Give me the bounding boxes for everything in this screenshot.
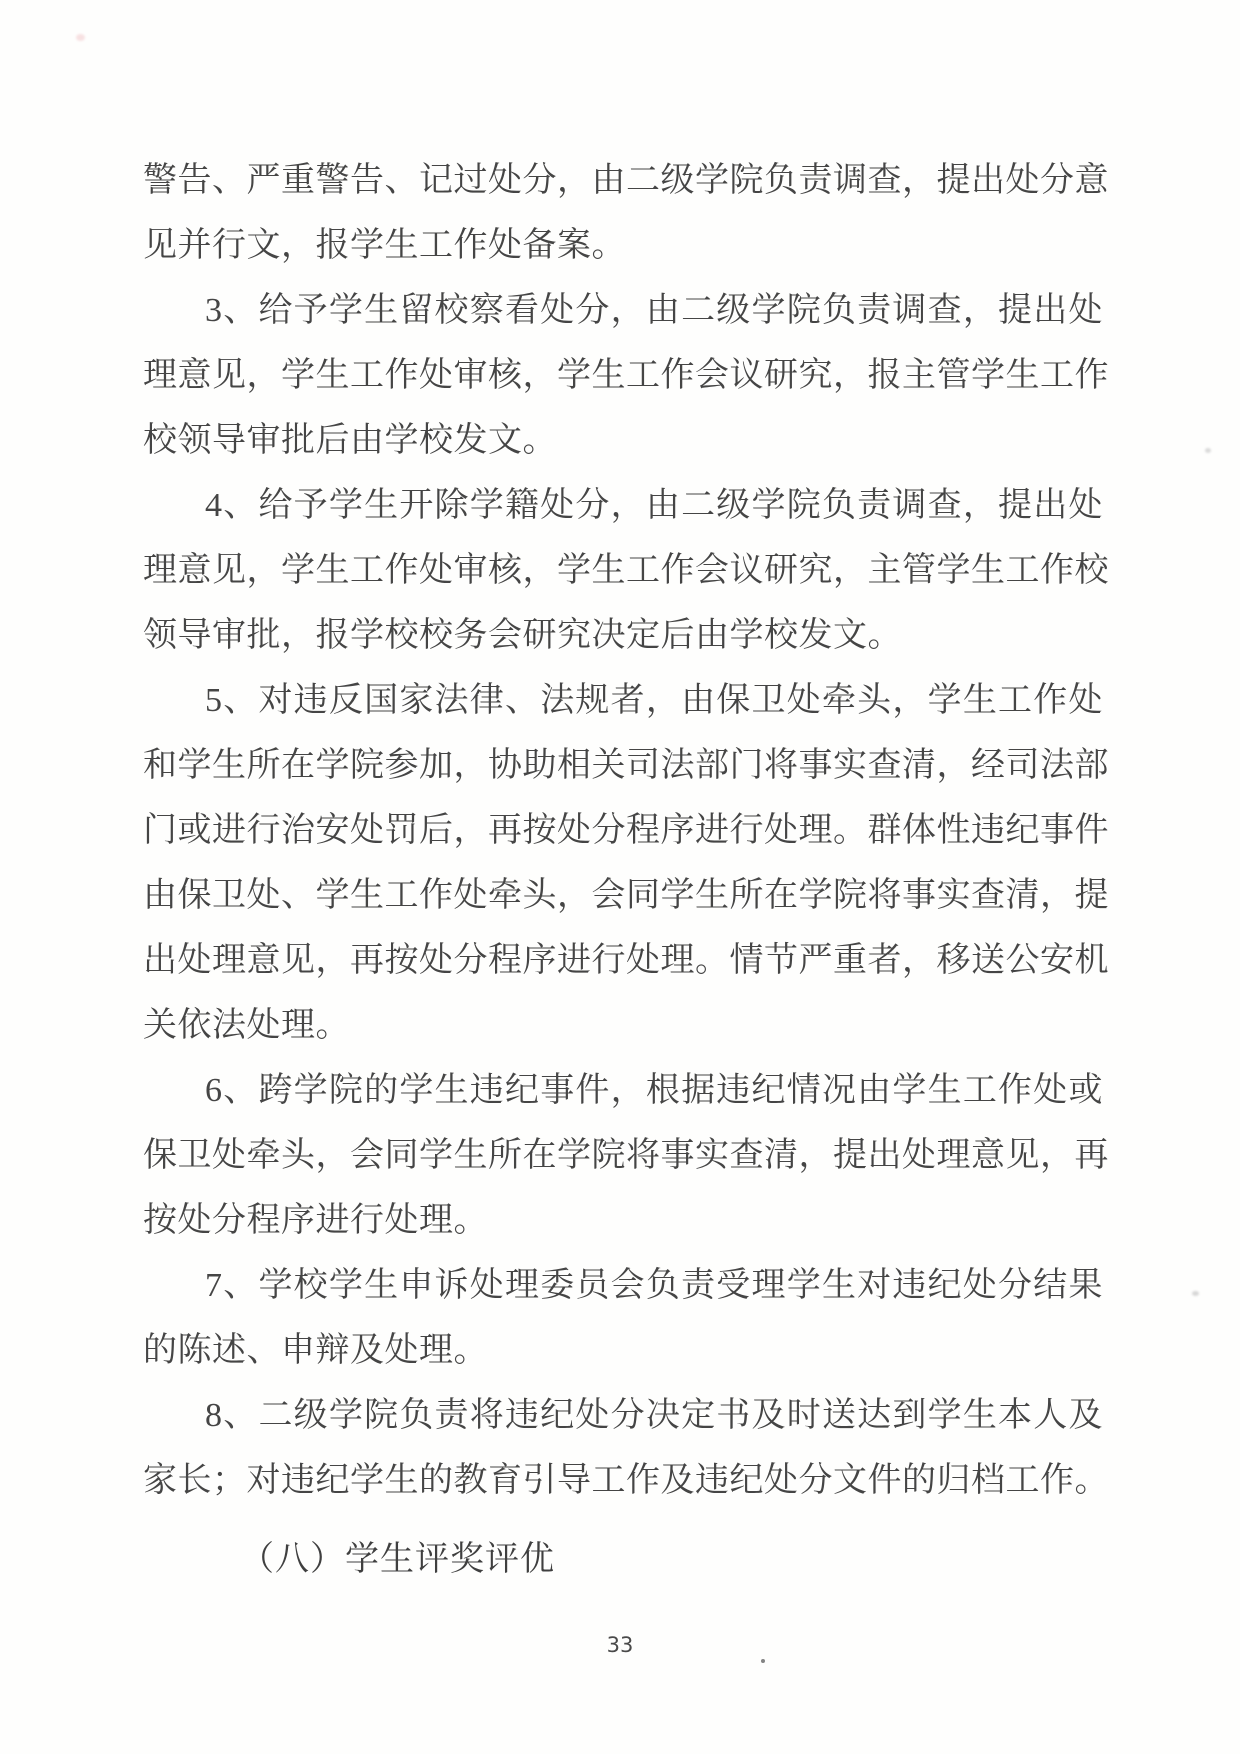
text-line: 关依法处理。: [143, 1007, 350, 1044]
text-line: 领导审批，报学校校务会研究决定后由学校发文。: [143, 617, 902, 654]
scan-artifact-pink-mark: [76, 34, 85, 41]
text-line: 5、对违反国家法律、法规者，由保卫处牵头，学生工作处: [205, 682, 1103, 719]
text-line: 理意见，学生工作处审核，学生工作会议研究，报主管学生工作: [143, 357, 1109, 394]
text-line: 理意见，学生工作处审核，学生工作会议研究，主管学生工作校: [143, 552, 1109, 589]
document-body: [143, 148, 1109, 1592]
scan-artifact-dot: [761, 1659, 765, 1663]
text-line: 的陈述、申辩及处理。: [143, 1332, 488, 1369]
text-line: 出处理意见，再按处分程序进行处理。情节严重者，移送公安机: [143, 942, 1109, 979]
text-line: 8、二级学院负责将违纪处分决定书及时送达到学生本人及: [205, 1397, 1103, 1434]
text-line: 和学生所在学院参加，协助相关司法部门将事实查清，经司法部: [143, 747, 1109, 784]
section-heading: （八）学生评奖评优: [240, 1541, 555, 1578]
text-line: 校领导审批后由学校发文。: [143, 422, 557, 459]
text-line: 家长；对违纪学生的教育引导工作及违纪处分文件的归档工作。: [143, 1462, 1109, 1499]
text-line: 警告、严重警告、记过处分，由二级学院负责调查，提出处分意: [143, 162, 1109, 199]
text-line: 3、给予学生留校察看处分，由二级学院负责调查，提出处: [205, 292, 1103, 329]
text-line: 保卫处牵头，会同学生所在学院将事实查清，提出处理意见，再: [143, 1137, 1109, 1174]
page-number: 33: [606, 1633, 634, 1657]
scan-artifact-smudge: [1205, 448, 1211, 453]
text-line: 7、学校学生申诉处理委员会负责受理学生对违纪处分结果: [205, 1267, 1103, 1304]
text-line: 按处分程序进行处理。: [143, 1202, 488, 1239]
scan-artifact-smudge: [1192, 1291, 1199, 1296]
text-line: 6、跨学院的学生违纪事件，根据违纪情况由学生工作处或: [205, 1072, 1103, 1109]
text-line: 4、给予学生开除学籍处分，由二级学院负责调查，提出处: [205, 487, 1103, 524]
text-line: 见并行文，报学生工作处备案。: [143, 227, 626, 264]
text-line: 由保卫处、学生工作处牵头，会同学生所在学院将事实查清，提: [143, 877, 1109, 914]
text-line: 门或进行治安处罚后，再按处分程序进行处理。群体性违纪事件: [143, 812, 1109, 849]
